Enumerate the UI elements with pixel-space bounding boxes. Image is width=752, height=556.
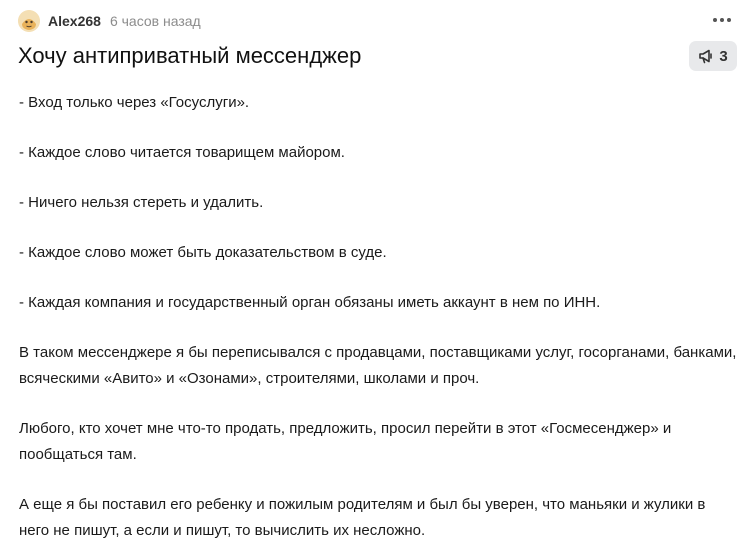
- megaphone-icon: [698, 48, 714, 64]
- avatar-face-icon: [18, 10, 40, 32]
- paragraph: А еще я бы поставил его ребенку и пожилым родителям и был бы уверен, что маньяки и жулики в него не пишут, а если и пишут, то вычислить их несложно.: [19, 496, 706, 539]
- post-time: 6 часов назад: [109, 13, 201, 29]
- author-name[interactable]: Alex268: [48, 13, 101, 29]
- paragraph: - Каждое слово может быть доказательством в суде.: [19, 244, 387, 261]
- paragraph: - Каждое слово читается товарищем майором.: [19, 144, 345, 161]
- paragraph: В таком мессенджере я бы переписывался с продавцами, поставщиками услуг, госорганами, банками, всяческими «Авито» и «Озонами», строителями, школами и проч.: [19, 344, 737, 387]
- comments-button[interactable]: [689, 41, 737, 71]
- paragraph: - Ничего нельзя стереть и удалить.: [19, 194, 264, 211]
- post-header: [18, 9, 201, 33]
- paragraph: - Вход только через «Госуслуги».: [19, 94, 250, 111]
- author-avatar[interactable]: [18, 10, 40, 32]
- paragraph: - Каждая компания и государственный орган обязаны иметь аккаунт в нем по ИНН.: [19, 294, 601, 311]
- more-options-button[interactable]: [710, 10, 734, 30]
- more-dots-icon: [712, 17, 732, 23]
- post-content: [19, 90, 739, 544]
- comments-count: 3: [719, 47, 728, 65]
- paragraph: Любого, кто хочет мне что-то продать, предложить, просил перейти в этот «Госмесенджер» и пообщаться там.: [19, 420, 672, 463]
- post-title[interactable]: Хочу антиприватный мессенджер: [18, 43, 362, 68]
